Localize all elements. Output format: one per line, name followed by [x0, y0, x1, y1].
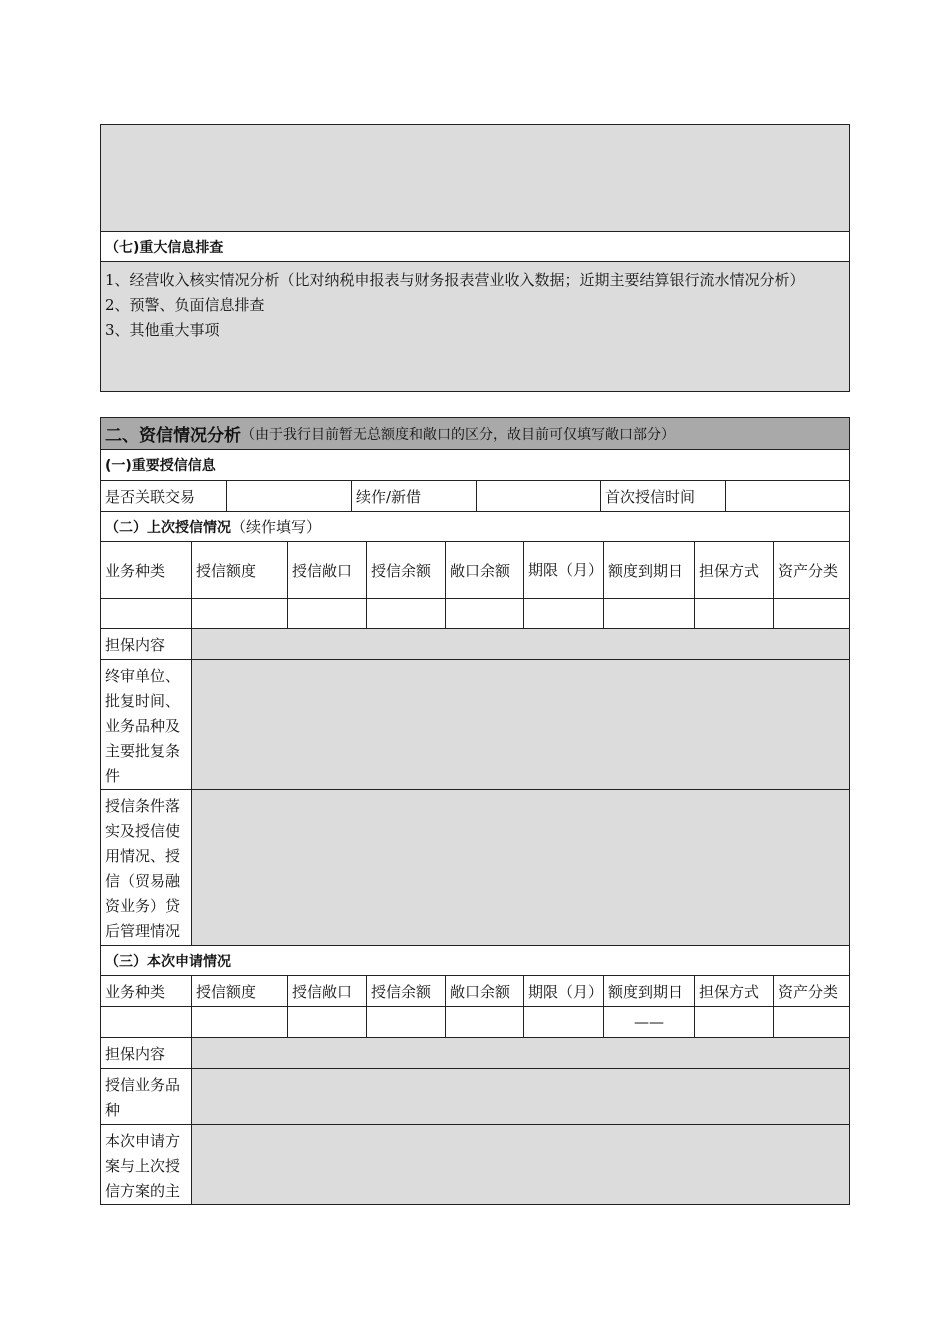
important-info-header [101, 449, 849, 480]
current-application-data-row [101, 1006, 849, 1037]
prev-col-credit-balance: 授信余额 [366, 542, 445, 598]
current-guarantee-label: 担保内容 [105, 1044, 166, 1063]
section-2-title-cell [101, 418, 849, 449]
current-application-header [101, 945, 849, 975]
section-7-content[interactable] [101, 261, 849, 391]
cur-col-expiry-date: 额度到期日 [603, 976, 694, 1006]
previous-credit-title: （二）上次授信情况 [105, 519, 231, 536]
cur-data-exposure-balance[interactable] [445, 1007, 523, 1037]
current-product-row [101, 1068, 849, 1124]
previous-guarantee-row [101, 628, 849, 659]
cur-data-guarantee-method[interactable] [694, 1007, 773, 1037]
cur-col-asset-class: 资产分类 [773, 976, 849, 1006]
prev-col-guarantee-method: 担保方式 [694, 542, 773, 598]
section-7-line-1: 1、经营收入核实情况分析（比对纳税申报表与财务报表营业收入数据；近期主要结算银行流水情况分析） [105, 271, 805, 289]
current-compare-row [101, 1124, 849, 1204]
prev-col-business-type: 业务种类 [105, 561, 166, 580]
renewal-field[interactable] [476, 481, 600, 511]
cur-data-business-type[interactable] [101, 1007, 191, 1037]
prev-data-credit-balance[interactable] [366, 599, 445, 628]
current-guarantee-field[interactable] [191, 1038, 849, 1068]
section-2-block [100, 417, 850, 1205]
prev-col-expiry-date: 额度到期日 [603, 542, 694, 598]
section-2-note: （由于我行目前暂无总额度和敞口的区分，故目前可仅填写敞口部分） [241, 426, 675, 443]
current-product-field[interactable] [191, 1069, 849, 1124]
cur-data-credit-balance[interactable] [366, 1007, 445, 1037]
previous-approval-label: 终审单位、批复时间、业务品种及主要批复条件 [105, 667, 181, 785]
section-2-title: 二、资信情况分析 [105, 426, 241, 446]
previous-approval-field[interactable] [191, 660, 849, 789]
renewal-label: 续作/新借 [351, 481, 476, 511]
prev-data-term[interactable] [523, 599, 603, 628]
first-credit-time-label: 首次授信时间 [600, 481, 725, 511]
section-7-line-3: 3、其他重大事项 [105, 321, 220, 339]
cur-col-credit-balance: 授信余额 [366, 976, 445, 1006]
section-7-block [100, 124, 850, 392]
cur-data-credit-exposure[interactable] [287, 1007, 366, 1037]
previous-credit-columns [101, 541, 849, 598]
cur-data-asset-class[interactable] [773, 1007, 849, 1037]
current-application-columns [101, 975, 849, 1006]
previous-credit-header [101, 511, 849, 541]
previous-guarantee-field[interactable] [191, 629, 849, 659]
cur-col-term: 期限（月） [523, 976, 603, 1006]
top-blank-area[interactable] [101, 125, 849, 231]
first-credit-time-field[interactable] [725, 481, 849, 511]
prev-data-expiry-date[interactable] [603, 599, 694, 628]
section-2-header [101, 418, 849, 449]
previous-credit-data-row [101, 598, 849, 628]
previous-credit-title-cell [101, 512, 849, 541]
previous-guarantee-label: 担保内容 [105, 635, 166, 654]
previous-approval-row [101, 659, 849, 789]
important-info-row [101, 480, 849, 511]
prev-data-credit-amount[interactable] [191, 599, 287, 628]
cur-data-term[interactable] [523, 1007, 603, 1037]
prev-col-credit-exposure: 授信敞口 [287, 542, 366, 598]
cur-col-business-type: 业务种类 [105, 982, 166, 1001]
prev-data-credit-exposure[interactable] [287, 599, 366, 628]
prev-col-term: 期限（月） [523, 542, 603, 598]
prev-data-asset-class[interactable] [773, 599, 849, 628]
previous-credit-note: （续作填写） [231, 518, 322, 536]
cur-col-credit-amount: 授信额度 [191, 976, 287, 1006]
previous-usage-row [101, 789, 849, 945]
prev-col-asset-class: 资产分类 [773, 542, 849, 598]
prev-data-business-type[interactable] [101, 599, 191, 628]
cur-col-guarantee-method: 担保方式 [694, 976, 773, 1006]
prev-col-exposure-balance: 敞口余额 [445, 542, 523, 598]
cur-data-expiry-date[interactable]: —— [603, 1007, 694, 1037]
prev-data-exposure-balance[interactable] [445, 599, 523, 628]
current-compare-field[interactable] [191, 1125, 849, 1204]
related-transaction-label: 是否关联交易 [105, 487, 196, 506]
prev-data-guarantee-method[interactable] [694, 599, 773, 628]
related-transaction-field[interactable] [226, 481, 351, 511]
section-7-line-2: 2、预警、负面信息排查 [105, 296, 265, 314]
current-application-title: （三）本次申请情况 [105, 953, 231, 970]
important-info-title: (一)重要授信信息 [105, 458, 216, 474]
section-7-title: （七)重大信息排查 [105, 239, 224, 256]
section-7-lines [105, 268, 805, 343]
cur-col-credit-exposure: 授信敞口 [287, 976, 366, 1006]
previous-usage-field[interactable] [191, 790, 849, 945]
cur-data-credit-amount[interactable] [191, 1007, 287, 1037]
current-product-label: 授信业务品种 [105, 1076, 181, 1119]
section-7-header [101, 231, 849, 261]
current-compare-label: 本次申请方案与上次授信方案的主 [105, 1132, 181, 1200]
current-guarantee-row [101, 1037, 849, 1068]
previous-usage-label: 授信条件落实及授信使用情况、授信（贸易融资业务）贷后管理情况 [105, 797, 181, 940]
prev-col-credit-amount: 授信额度 [191, 542, 287, 598]
cur-col-exposure-balance: 敞口余额 [445, 976, 523, 1006]
